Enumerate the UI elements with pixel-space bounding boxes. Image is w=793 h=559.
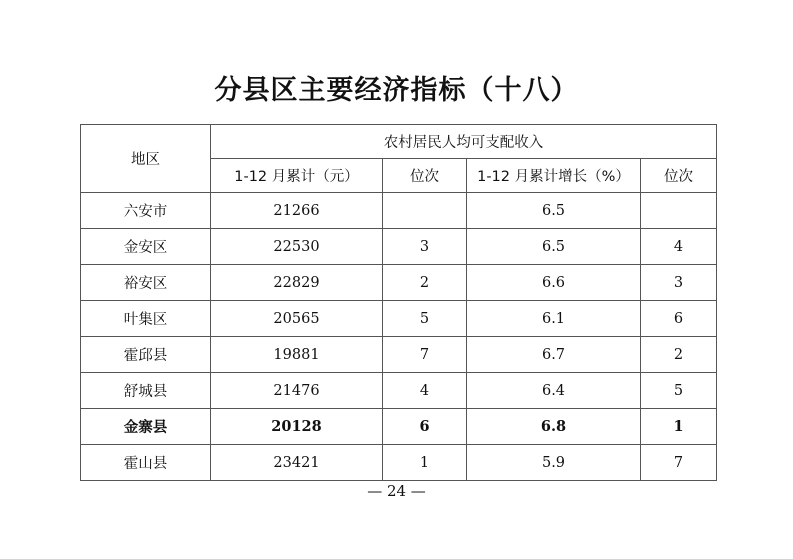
income-value-cell: 19881 [211,337,383,373]
growth-rank-cell: 2 [641,337,717,373]
table-row [81,301,717,337]
growth-value-cell: 5.9 [467,445,641,481]
table-row [81,265,717,301]
growth-rank-column-header: 位次 [641,159,717,193]
value-column-header: 1-12 月累计（元） [211,159,383,193]
page-title: 分县区主要经济指标（十八） [214,75,579,106]
growth-rank-cell: 5 [641,373,717,409]
income-rank-cell: 6 [383,409,467,445]
income-rank-cell: 7 [383,337,467,373]
growth-rank-cell [641,193,717,229]
growth-rank-cell: 7 [641,445,717,481]
table-row [81,229,717,265]
table-row [81,445,717,481]
region-cell: 霍邱县 [81,337,211,373]
income-rank-cell: 4 [383,373,467,409]
income-value-cell: 20565 [211,301,383,337]
growth-value-cell: 6.5 [467,193,641,229]
growth-value-cell: 6.7 [467,337,641,373]
income-value-cell: 20128 [211,409,383,445]
income-value-cell: 22829 [211,265,383,301]
region-cell: 霍山县 [81,445,211,481]
growth-value-cell: 6.1 [467,301,641,337]
growth-value-cell: 6.4 [467,373,641,409]
growth-value-cell: 6.8 [467,409,641,445]
growth-column-header: 1-12 月累计增长（%） [467,159,641,193]
income-rank-cell: 3 [383,229,467,265]
region-cell: 舒城县 [81,373,211,409]
growth-rank-cell: 4 [641,229,717,265]
growth-rank-cell: 1 [641,409,717,445]
income-rank-cell [383,193,467,229]
growth-rank-cell: 6 [641,301,717,337]
table-row [81,409,717,445]
rank-column-header: 位次 [383,159,467,193]
region-cell: 金寨县 [81,409,211,445]
income-value-cell: 23421 [211,445,383,481]
region-column-header: 地区 [81,125,211,193]
income-rank-cell: 5 [383,301,467,337]
income-value-cell: 21266 [211,193,383,229]
growth-rank-cell: 3 [641,265,717,301]
group-header: 农村居民人均可支配收入 [211,125,717,159]
table-row [81,193,717,229]
region-cell: 叶集区 [81,301,211,337]
region-cell: 金安区 [81,229,211,265]
growth-value-cell: 6.5 [467,229,641,265]
table-header-row [81,125,717,159]
region-cell: 裕安区 [81,265,211,301]
region-cell: 六安市 [81,193,211,229]
income-rank-cell: 2 [383,265,467,301]
growth-value-cell: 6.6 [467,265,641,301]
table-row [81,373,717,409]
income-value-cell: 22530 [211,229,383,265]
page-number: — 24 — [367,482,426,500]
table-row [81,337,717,373]
income-value-cell: 21476 [211,373,383,409]
income-rank-cell: 1 [383,445,467,481]
economic-indicators-table [80,124,717,481]
